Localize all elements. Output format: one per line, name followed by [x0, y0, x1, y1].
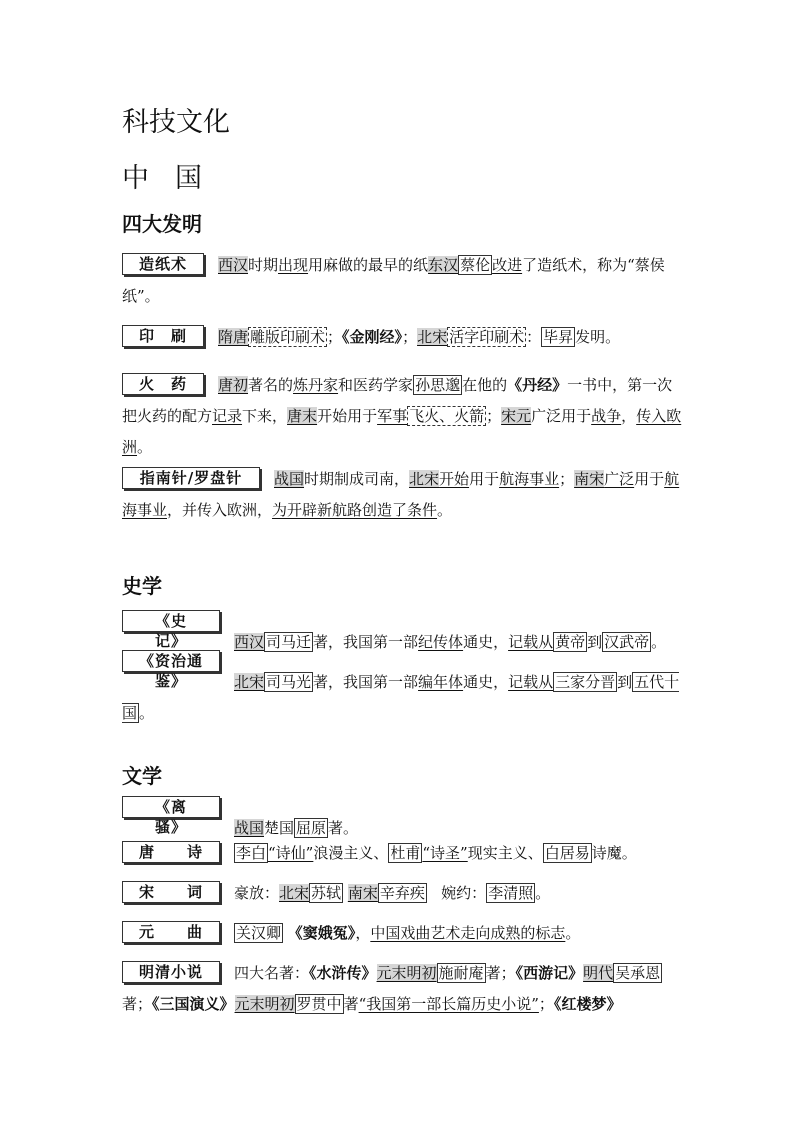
text: 时期: [248, 256, 279, 274]
dynasty: 西汉: [218, 256, 249, 274]
person: 辛弃疾: [379, 884, 425, 902]
text: 著；: [485, 964, 516, 982]
text: 航海事业: [122, 470, 680, 519]
invention: 雕版印刷术: [250, 328, 326, 346]
entry-novels: [122, 958, 682, 1020]
entry-paper: [122, 250, 682, 312]
entry-gunpowder: [122, 370, 682, 463]
text: 为开辟新航路创造了条件: [272, 501, 438, 519]
text: 豪放：: [234, 884, 280, 902]
entry-label: 印 刷: [122, 325, 204, 347]
text: 改进: [492, 256, 523, 274]
entry-label: 《资治通鉴》: [122, 650, 220, 672]
dynasty: 东汉: [428, 256, 459, 274]
text: ：: [526, 328, 542, 346]
entry-tangshi: [122, 838, 682, 869]
text: 通史，: [463, 673, 509, 691]
entry-label: 元 曲: [122, 921, 220, 943]
text: 中国戏曲艺术走向成熟的标志: [370, 924, 566, 942]
section-heading-inventions: 四大发明: [122, 212, 202, 236]
entry-zizhi: [122, 650, 682, 729]
text: 战争: [591, 407, 622, 425]
text: 一书中，第一次把火药的配方: [122, 376, 673, 425]
text: 下来，: [242, 407, 288, 425]
text: 时期制成司南，: [304, 470, 410, 488]
text: 。: [535, 884, 551, 902]
text: ；: [402, 328, 418, 346]
text: ；: [486, 407, 502, 425]
text: 著。: [328, 819, 359, 837]
person: 李清照: [488, 884, 534, 902]
section-heading-literature: 文学: [122, 764, 162, 788]
text: 。: [651, 633, 667, 651]
text: 婉约：: [441, 884, 487, 902]
person: 罗贯中: [296, 995, 342, 1013]
person: 施耐庵: [438, 964, 484, 982]
entry-lisao: [122, 796, 682, 844]
entry-compass: [122, 464, 682, 526]
text: ；: [327, 328, 343, 346]
text: ；: [538, 995, 554, 1013]
person: 杜甫: [390, 844, 421, 862]
text: 著: [343, 995, 359, 1013]
person: 毕昇: [543, 328, 574, 346]
person: 蔡伦: [460, 256, 491, 274]
section-heading-history: 史学: [122, 574, 162, 598]
book-title: 《窦娥冤》: [287, 924, 356, 942]
entry-label: 《离 骚》: [122, 796, 220, 818]
text: 记载从: [508, 673, 554, 691]
text: 通史，: [463, 633, 509, 651]
text: 。: [137, 438, 153, 456]
page-title: 科技文化: [122, 107, 230, 138]
text: 编年体: [418, 673, 464, 691]
person: 吴承恩: [615, 964, 661, 982]
book-title: 《水浒传》: [309, 964, 377, 982]
invention: 活字印刷术: [449, 328, 525, 346]
text: 四大名著：: [234, 964, 310, 982]
person: 司马光: [266, 673, 312, 691]
person: 屈原: [296, 819, 327, 837]
text: 楚国: [264, 819, 295, 837]
dynasty: 明代: [583, 964, 614, 982]
invention: 飞火、火箭: [409, 407, 485, 425]
book-title: 《丹经》: [507, 376, 568, 394]
text: 广泛: [604, 470, 635, 488]
text: 著，我国第一部: [313, 673, 419, 691]
person: 白居易: [544, 844, 590, 862]
dynasty: 隋唐: [218, 328, 249, 346]
person: 汉武帝: [604, 633, 650, 651]
country-heading: 中国: [122, 163, 228, 194]
dynasty: 北宋: [234, 673, 265, 691]
person: 司马迁: [266, 633, 312, 651]
person: 黄帝: [555, 633, 586, 651]
dynasty: 元末明初: [376, 964, 437, 982]
dynasty: 北宋: [409, 470, 440, 488]
text: 。: [437, 501, 453, 519]
text: 到: [617, 673, 633, 691]
entry-label: 火 药: [122, 373, 204, 395]
event: 五代十国: [122, 673, 680, 722]
text: 。: [139, 704, 155, 722]
event: 三家分晋: [555, 673, 616, 691]
person: 苏轼: [311, 884, 342, 902]
dynasty: 北宋: [279, 884, 310, 902]
book-title: 《三国演义》: [152, 995, 235, 1013]
dynasty: 战国: [234, 819, 265, 837]
text: 著名的: [248, 376, 294, 394]
text: 广泛用于: [531, 407, 592, 425]
text: 记载从: [508, 633, 554, 651]
text: 军事: [377, 407, 408, 425]
dynasty: 南宋: [574, 470, 605, 488]
text: 航海事业: [499, 470, 560, 488]
text: 在他的: [462, 376, 508, 394]
entry-label: 造纸术: [122, 253, 204, 275]
text: 用麻做的最早的纸: [308, 256, 429, 274]
text: 浪漫主义、: [313, 844, 389, 862]
dynasty: 唐初: [218, 376, 249, 394]
text: 著，我国第一部: [313, 633, 419, 651]
text: 现实主义、: [467, 844, 543, 862]
text: “诗圣”: [422, 844, 468, 862]
text: 发明。: [575, 328, 621, 346]
person: 关汉卿: [236, 924, 282, 942]
entry-label: 唐 诗: [122, 841, 220, 863]
text: 开始: [439, 470, 470, 488]
text: 出现: [278, 256, 309, 274]
entry-label: 明清小说: [122, 961, 220, 983]
text: 到: [587, 633, 603, 651]
entry-label: 指南针/罗盘针: [122, 467, 260, 489]
text: “诗仙”: [268, 844, 314, 862]
text: ，并传入欧洲，: [167, 501, 273, 519]
text: ，: [621, 407, 637, 425]
text: 记录: [212, 407, 243, 425]
text: 诗魔。: [591, 844, 637, 862]
text: 。: [565, 924, 581, 942]
entry-yuanqu: [122, 918, 682, 949]
text: 和医药学家: [338, 376, 414, 394]
dynasty: 元末明初: [234, 995, 295, 1013]
dynasty: 西汉: [234, 633, 265, 651]
text: 纪传体: [418, 633, 464, 651]
text: 炼丹家: [293, 376, 339, 394]
dynasty: 宋元: [501, 407, 532, 425]
dynasty: 南宋: [347, 884, 378, 902]
dynasty: 战国: [274, 470, 305, 488]
text: “我国第一部长篇历史小说”: [358, 995, 539, 1013]
entry-songci: [122, 878, 682, 909]
entry-printing: [122, 322, 682, 353]
book-title: 《红楼梦》: [553, 995, 622, 1013]
dynasty: 北宋: [417, 328, 448, 346]
entry-label: 宋 词: [122, 881, 220, 903]
text: 开始用于: [317, 407, 378, 425]
text: 用于: [469, 470, 500, 488]
person: 李白: [236, 844, 267, 862]
text: 用于: [634, 470, 665, 488]
book-title: 《西游记》: [515, 964, 584, 982]
entry-label: 《史 记》: [122, 610, 220, 632]
text: ；: [559, 470, 575, 488]
text: ，: [355, 924, 371, 942]
text: 传入欧洲: [122, 407, 682, 456]
book-title: 《金刚经》: [342, 328, 403, 346]
dynasty: 唐末: [287, 407, 318, 425]
text: 著；: [122, 995, 153, 1013]
text: 了造纸术，称为“蔡侯纸”。: [122, 256, 665, 305]
person: 孙思邈: [415, 376, 461, 394]
